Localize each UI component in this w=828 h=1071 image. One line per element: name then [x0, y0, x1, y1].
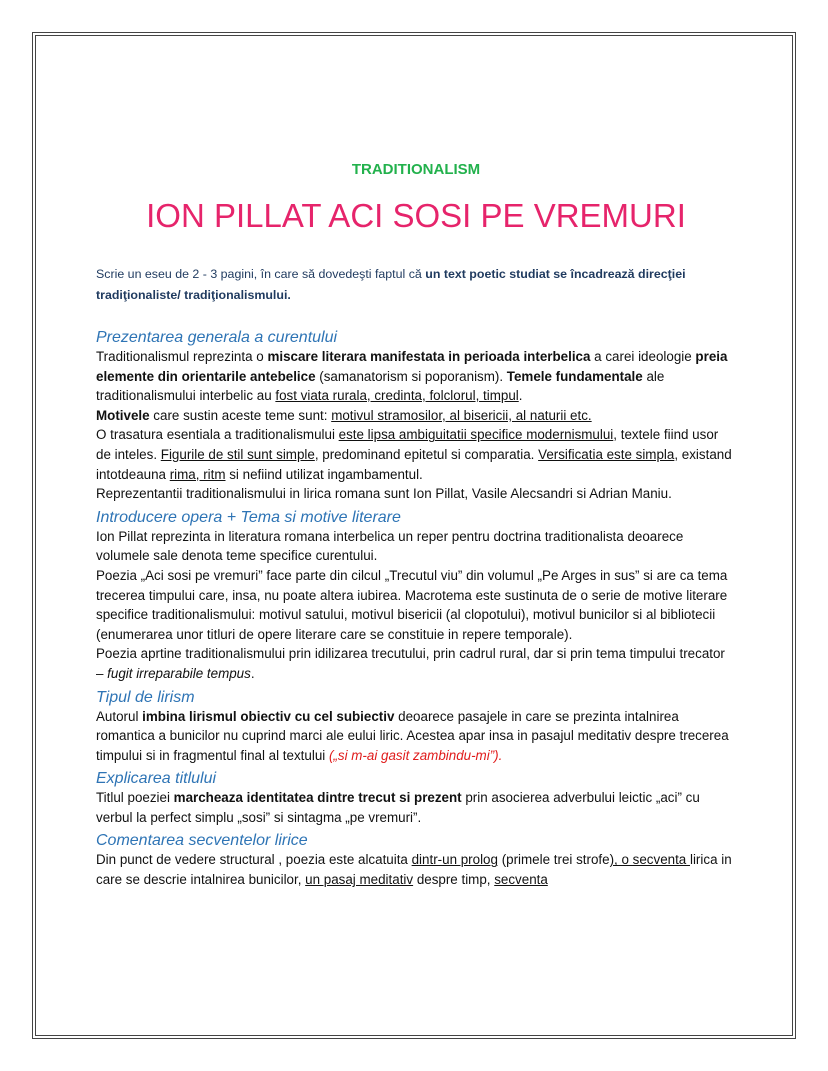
- text-run-underlined: Figurile de stil sunt simple: [160, 446, 315, 462]
- text-run-underlined: secventa: [494, 872, 548, 888]
- page-title: ION PILLAT ACI SOSI PE VREMURI: [146, 197, 686, 234]
- paragraph: Poezia „Aci sosi pe vremuri” face parte din cilcul „Trecutul viu” din volumul „Pe Arges in sus” si are ca tema trecerea timpului care, insa, nu poate altera iubirea. Macrotema este sustinuta de o serie de motive literare specifice traditionalismului: motivul satului, motivul bisericii (al clopotului), motivul bunicilor si al bibliotecii (enumerarea unor titluri de opere literare care se constituie in repere temporale).: [96, 567, 728, 642]
- paragraph: Ion Pillat reprezinta in literatura romana interbelica un reper pentru doctrina traditionalista deoarece volumele sale denota teme specifice curentului.: [96, 528, 684, 564]
- text-run: .: [250, 665, 255, 681]
- text-run: Traditionalismul reprezinta o: [96, 349, 268, 364]
- text-run: prin asocierea adverbului leictic „aci” cu verbul la perfect simplu „sosi” si sintagma „pe vremuri”.: [96, 790, 700, 825]
- text-run-bold: Motivele: [96, 407, 150, 423]
- text-run: care sustin aceste teme sunt:: [149, 407, 332, 423]
- text-run: Din punct de vedere structural , poezia este alcatuita: [96, 852, 412, 868]
- section-heading-titlu: Explicarea titlului: [96, 770, 217, 788]
- text-run-underlined: fost viata rurala, credinta, folclorul, timpul: [275, 388, 519, 404]
- text-run-underlined: dintr-un prolog: [411, 852, 498, 868]
- text-run: despre timp,: [413, 872, 495, 888]
- text-run-bold: preia elemente din orientarile antebelice: [96, 349, 728, 384]
- text-run: a carei ideologie: [590, 349, 696, 364]
- section-heading-lirism: Tipul de lirism: [96, 688, 195, 706]
- paragraph: [96, 425, 736, 484]
- section-heading-comentare: Comentarea secventelor lirice: [96, 832, 308, 850]
- paragraph: [96, 707, 736, 766]
- text-run: Autorul: [96, 708, 143, 724]
- text-run: .: [518, 388, 523, 404]
- text-run-underlined: motivul stramosilor, al bisericii, al naturii etc.: [331, 407, 592, 423]
- text-run: (samanatorism si poporanism).: [315, 368, 507, 384]
- text-run-bold: Temele fundamentale: [506, 368, 643, 384]
- text-run: Poezia aprtine traditionalismului prin idilizarea trecutului, prin cadrul rural, dar si prin tema timpului trecator –: [96, 646, 725, 681]
- text-run: Titlul poeziei: [96, 790, 174, 806]
- text-run-underlined: rima, ritm: [169, 466, 226, 482]
- text-run-underlined: ), o secventa: [609, 852, 690, 868]
- text-run: , predominand epitetul si comparatia.: [314, 446, 539, 462]
- text-run-bold: miscare literara manifestata in perioada interbelica: [267, 349, 591, 364]
- text-run: ale traditionalismului interbelic au: [96, 368, 665, 404]
- paragraph: [96, 850, 736, 889]
- text-run-bold: marcheaza identitatea dintre trecut si prezent: [173, 790, 462, 806]
- section-heading-introducere: Introducere opera + Tema si motive literare: [96, 508, 401, 526]
- text-run-underlined: este lipsa ambiguitatii specifice modernismului: [338, 427, 614, 443]
- essay-prompt: [96, 264, 736, 306]
- text-run: O trasatura esentiala a traditionalismului: [96, 427, 339, 443]
- paragraph: [96, 644, 736, 683]
- pre-title: TRADITIONALISM: [351, 161, 481, 178]
- text-run-underlined: un pasaj meditativ: [305, 872, 414, 888]
- text-run-italic: fugit irreparabile tempus: [107, 665, 251, 681]
- text-run-underlined: Versificatia este simpla: [538, 446, 675, 462]
- paragraph: Reprezentantii traditionalismului in lirica romana sunt Ion Pillat, Vasile Alecsandri si Adrian Maniu.: [96, 486, 672, 502]
- text-run: , existand intotdeauna: [96, 446, 732, 482]
- text-run: si nefiind utilizat ingambamentul.: [225, 466, 423, 482]
- prompt-bold: un text poetic studiat se încadrează direcţiei tradiţionaliste/ tradiţionalismului.: [96, 267, 686, 302]
- text-run: (primele trei strofe: [497, 852, 610, 868]
- prompt-text: Scrie un eseu de 2 - 3 pagini, în care să dovedeşti faptul că: [96, 267, 426, 281]
- section-heading-prezentare: Prezentarea generala a curentului: [96, 329, 338, 346]
- text-run: lirica in care se descrie intalnirea bunicilor,: [96, 852, 732, 888]
- text-run: , textele fiind usor de inteles.: [96, 427, 719, 462]
- paragraph: [96, 788, 736, 827]
- document-page: [96, 160, 736, 890]
- paragraph: [96, 347, 736, 425]
- quote-red: („si m-ai gasit zambindu-mi”).: [328, 747, 503, 763]
- text-run: deoarece pasajele in care se prezinta intalnirea romantica a bunicilor nu cuprind marci ale eului liric. Acestea apar insa in pasajul meditativ despre trecerea timpului si in fragmentul final al textului: [96, 708, 729, 763]
- text-run-bold: imbina lirismul obiectiv cu cel subiectiv: [142, 708, 395, 724]
